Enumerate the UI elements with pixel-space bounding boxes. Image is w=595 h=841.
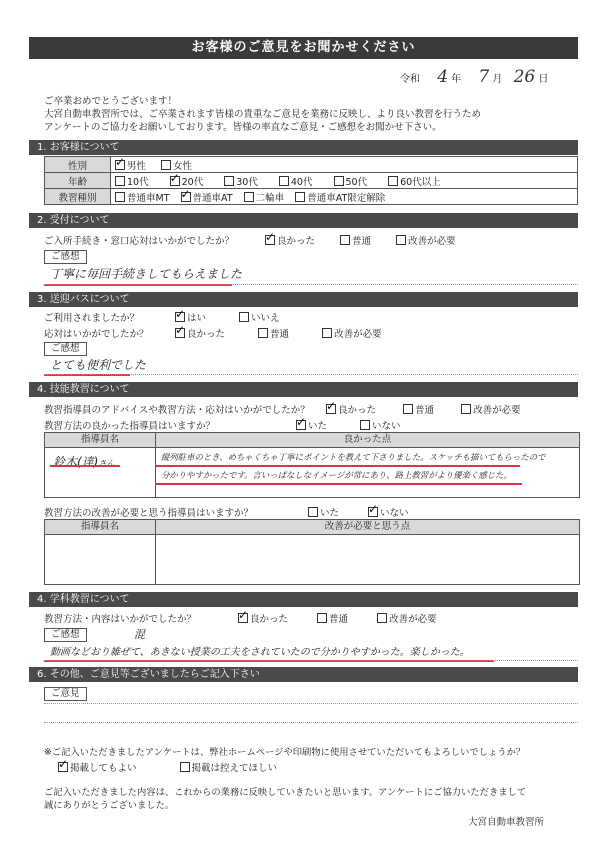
age-row <box>45 173 578 189</box>
skill-improve-label: 改善が必要 <box>473 405 521 416</box>
bad-instructor-yes-checkbox[interactable] <box>308 507 318 517</box>
classroom-normal-checkbox[interactable] <box>317 613 327 623</box>
col2-divider <box>155 520 156 584</box>
bus-no-label: いいえ <box>251 313 280 324</box>
gender-row <box>45 157 578 173</box>
page-title: お客様のご意見をお聞かせください <box>29 37 578 59</box>
col-improve-header: 改善が必要と思う点 <box>156 520 579 535</box>
bus-improve-checkbox[interactable] <box>322 328 332 338</box>
skill-good-checkbox[interactable] <box>326 404 336 414</box>
motorcycle-label: 二輪車 <box>255 192 285 204</box>
consent-yes-checkbox[interactable] <box>58 762 68 772</box>
section-customer-header: 1. お客様について <box>29 140 578 155</box>
age-60-label: 60代以上 <box>400 176 441 188</box>
reception-good-checkbox[interactable] <box>265 235 275 245</box>
date-line <box>400 67 548 87</box>
bus-use-options <box>175 310 280 324</box>
age-40-checkbox[interactable] <box>279 176 289 186</box>
age-label: 年齢 <box>45 173 111 189</box>
instructor-underline <box>50 465 120 467</box>
intro-line: アンケートのご協力をお願いしております。皆様の率直なご意見・ご感想をお聞かせ下さい。 <box>44 122 442 133</box>
bad-instructor-no-checkbox[interactable] <box>368 507 378 517</box>
reception-question: ご入所手続き・窓口応対はいかがでしたか？ <box>44 236 235 247</box>
section-other-header: 6. その他、ご意見等ございましたらご記入下さい <box>29 667 578 682</box>
classroom-question: 教習方法・内容はいかがでしたか？ <box>44 614 197 625</box>
male-label: 男性 <box>127 160 147 172</box>
at-checkbox[interactable] <box>181 192 191 202</box>
reception-good-label: 良かった <box>277 236 316 247</box>
classroom-good-checkbox[interactable] <box>238 613 248 623</box>
good-line1-underline <box>155 465 520 467</box>
reception-normal-label: 普通 <box>352 236 372 247</box>
gender-label: 性別 <box>45 157 111 173</box>
classroom-correction[interactable]: 混 <box>134 628 145 641</box>
intro-line: ご卒業おめでとうございます！ <box>44 96 178 107</box>
classroom-improve-checkbox[interactable] <box>377 613 387 623</box>
date-era: 令和 <box>400 74 420 85</box>
age-20-label: 20代 <box>181 176 204 188</box>
bad-instructor-table <box>44 519 580 585</box>
age-30-label: 30代 <box>236 176 258 188</box>
closing-line: 誠にありがとうございました。 <box>44 800 175 811</box>
other-rule-1 <box>44 703 578 704</box>
age-30-checkbox[interactable] <box>224 176 234 186</box>
section-classroom-header: 4. 学科教習について <box>29 592 578 607</box>
closing-text <box>44 786 526 812</box>
section-bus-header: 3. 送迎バスについて <box>29 292 578 307</box>
bus-good-label: 良かった <box>187 329 226 340</box>
instructor-name-text: 鈴木(達) <box>53 455 99 469</box>
skill-normal-label: 普通 <box>415 405 435 416</box>
reception-improve-label: 改善が必要 <box>408 236 456 247</box>
bus-comment-answer[interactable]: とても便利でした <box>50 358 147 372</box>
classroom-comment-label: ご感想 <box>44 628 87 642</box>
skill-bad-instructor-question: 教習方法の改善が必要と思う指導員はいますか？ <box>44 508 254 519</box>
good-line2-underline <box>155 483 522 485</box>
age-10-checkbox[interactable] <box>115 176 125 186</box>
bus-normal-label: 普通 <box>270 329 290 340</box>
consent-yes-label: 掲載してもよい <box>70 763 137 774</box>
male-checkbox[interactable] <box>115 160 125 170</box>
mt-label: 普通車MT <box>127 192 170 204</box>
skill-bad-instructor-options <box>308 505 409 519</box>
classroom-comment-answer[interactable]: 動画などおり雑ぜて、あきない授業の工夫をされていたので分かりやすかった。楽しかった。 <box>50 647 470 658</box>
consent-no-checkbox[interactable] <box>180 762 190 772</box>
course-label: 教習種別 <box>45 189 111 205</box>
date-year-unit: 年 <box>451 74 462 85</box>
date-day-unit: 日 <box>538 74 549 85</box>
other-comment-label: ご意見 <box>44 687 87 701</box>
customer-table <box>44 156 578 205</box>
skill-advice-options <box>326 402 521 416</box>
bus-yes-label: はい <box>187 313 207 324</box>
good-instructor-no-label: いない <box>372 421 401 432</box>
bus-comment-label: ご感想 <box>44 342 87 356</box>
good-point-line1[interactable]: 縦列駐車のとき、めちゃくちゃ丁寧にポイントを教えて下さりました。スケッチも描いてもらったので <box>161 452 546 462</box>
reception-improve-checkbox[interactable] <box>396 235 406 245</box>
at-release-checkbox[interactable] <box>295 192 305 202</box>
motorcycle-checkbox[interactable] <box>244 192 254 202</box>
at-release-label: 普通車AT限定解除 <box>307 192 386 204</box>
reception-comment-label: ご感想 <box>44 250 87 264</box>
bus-no-checkbox[interactable] <box>239 312 249 322</box>
age-50-label: 50代 <box>345 176 368 188</box>
good-instructor-no-checkbox[interactable] <box>360 420 370 430</box>
consent-question: ※ご記入いただきましたアンケートは、弊社ホームページや印刷物に使用させていただいてもよろしいでしょうか？ <box>44 747 526 758</box>
consent-options <box>58 760 277 774</box>
good-instructor-yes-checkbox[interactable] <box>296 420 306 430</box>
reception-normal-checkbox[interactable] <box>340 235 350 245</box>
classroom-options <box>238 611 437 625</box>
col-instructor-header: 指導員名 <box>45 433 156 448</box>
classroom-good-label: 良かった <box>250 614 289 625</box>
closing-line: ご記入いただきました内容は、これからの業務に反映していきたいと思います。アンケートにご協力いただきまして <box>44 787 527 798</box>
female-checkbox[interactable] <box>161 160 171 170</box>
school-name: 大宮自動車教習所 <box>468 817 545 828</box>
intro-line: 大宮自動車教習所では、ご卒業されます皆様の貴重なご意見を業務に反映し、より良い教習を行うため <box>44 109 482 120</box>
other-rule-2 <box>44 722 578 723</box>
skill-advice-question: 教習指導員のアドバイスや教習方法・応対はいかがでしたか？ <box>44 405 310 416</box>
date-month[interactable]: 7 <box>478 67 490 87</box>
bus-rule <box>44 374 578 375</box>
skill-normal-checkbox[interactable] <box>403 404 413 414</box>
consent-no-label: 掲載は控えてほしい <box>191 763 278 774</box>
reception-rule <box>44 284 578 285</box>
bus-normal-checkbox[interactable] <box>258 328 268 338</box>
bus-yes-checkbox[interactable] <box>175 312 185 322</box>
bus-good-checkbox[interactable] <box>175 328 185 338</box>
course-row <box>45 189 578 205</box>
female-label: 女性 <box>173 160 193 172</box>
gender-options <box>111 157 578 173</box>
col-instructor2-header: 指導員名 <box>45 520 156 535</box>
date-month-unit: 月 <box>492 74 503 85</box>
age-40-label: 40代 <box>290 176 313 188</box>
good-point-line2[interactable]: 分かりやすかったです。言いっぱなしなイメージが常にあり、路上教習がより優楽く感じた。 <box>161 470 512 480</box>
classroom-normal-label: 普通 <box>329 614 349 625</box>
date-day[interactable]: 26 <box>513 67 536 87</box>
age-20-checkbox[interactable] <box>170 176 180 186</box>
course-options <box>111 189 578 205</box>
instructor-suffix: さん <box>98 459 115 468</box>
classroom-rule <box>44 660 578 661</box>
age-50-checkbox[interactable] <box>334 176 344 186</box>
skill-good-instructor-question: 教習方法の良かった指導員はいますか？ <box>44 421 216 432</box>
bus-use-question: ご利用されましたか？ <box>44 313 140 324</box>
mt-checkbox[interactable] <box>115 192 125 202</box>
classroom-improve-label: 改善が必要 <box>389 614 437 625</box>
intro-text <box>44 95 574 134</box>
skill-improve-checkbox[interactable] <box>461 404 471 414</box>
date-year[interactable]: 4 <box>437 67 449 87</box>
reception-comment-answer[interactable]: 丁寧に毎回手続きしてもらえました <box>50 267 243 281</box>
bad-instructor-no-label: いない <box>380 508 409 519</box>
at-label: 普通車AT <box>192 192 233 204</box>
col-good-header: 良かった点 <box>156 433 579 448</box>
skill-good-instructor-options <box>296 418 401 432</box>
reception-options <box>265 233 565 247</box>
age-60-checkbox[interactable] <box>388 176 398 186</box>
bus-improve-label: 改善が必要 <box>334 329 382 340</box>
section-skill-header: 4. 技能教習について <box>29 382 578 397</box>
good-instructor-yes-label: いた <box>308 421 328 432</box>
bus-service-options <box>175 326 382 340</box>
section-reception-header: 2. 受付について <box>29 213 578 228</box>
bus-service-question: 応対はいかがでしたか？ <box>44 329 149 340</box>
age-10-label: 10代 <box>127 176 149 188</box>
instructor-name[interactable] <box>53 453 114 470</box>
skill-good-label: 良かった <box>338 405 377 416</box>
bad-instructor-yes-label: いた <box>320 508 340 519</box>
